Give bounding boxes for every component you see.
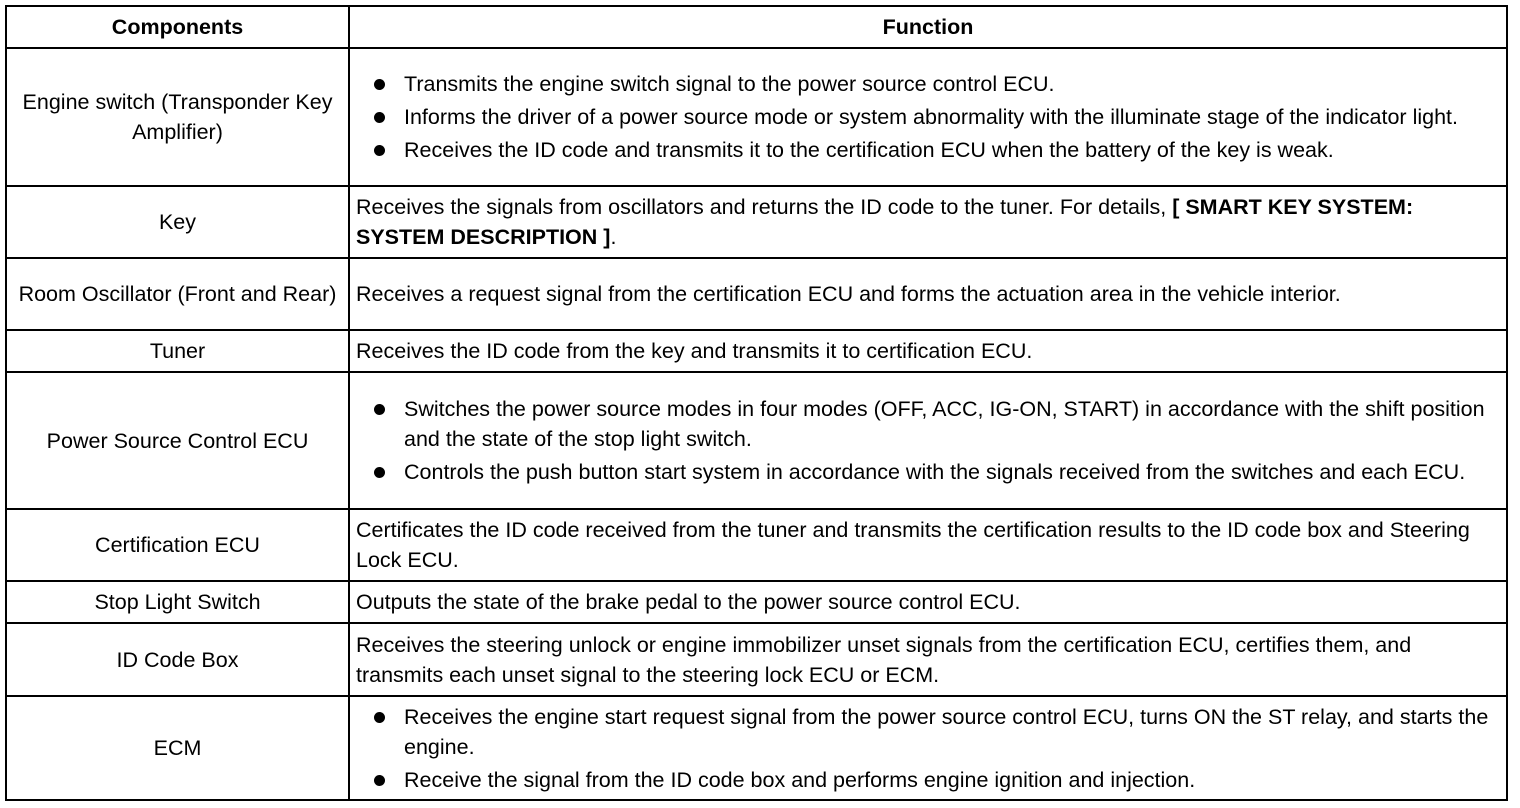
table-row: [6, 186, 1507, 258]
header-function: Function: [349, 6, 1507, 48]
function-cell: [349, 696, 1507, 800]
function-cell: [349, 48, 1507, 186]
component-cell: ID Code Box: [6, 623, 349, 696]
component-cell: Room Oscillator (Front and Rear): [6, 258, 349, 330]
bullet-item: Receives the ID code and transmits it to the certification ECU when the battery of the key is weak.: [404, 135, 1500, 165]
table-row: [6, 581, 1507, 623]
component-cell: Stop Light Switch: [6, 581, 349, 623]
function-cell: Receives a request signal from the certification ECU and forms the actuation area in the vehicle interior.: [349, 258, 1507, 330]
table-row: [6, 623, 1507, 696]
header-components: Components: [6, 6, 349, 48]
table-row: [6, 330, 1507, 372]
header-row: [6, 6, 1507, 48]
component-cell: Power Source Control ECU: [6, 372, 349, 509]
table-row: [6, 258, 1507, 330]
table-row: [6, 48, 1507, 186]
component-cell: Tuner: [6, 330, 349, 372]
component-cell: Engine switch (Transponder Key Amplifier): [6, 48, 349, 186]
bullet-item: Informs the driver of a power source mode or system abnormality with the illuminate stage of the indicator light.: [404, 102, 1500, 132]
function-cell: Receives the ID code from the key and transmits it to certification ECU.: [349, 330, 1507, 372]
bullet-item: Switches the power source modes in four modes (OFF, ACC, IG-ON, START) in accordance with the shift position and the state of the stop light switch.: [404, 394, 1500, 454]
function-text-end: .: [610, 225, 617, 249]
bullet-item: Controls the push button start system in accordance with the signals received from the switches and each ECU.: [404, 457, 1500, 487]
bullet-list: [356, 702, 1500, 795]
function-cell: Certificates the ID code received from the tuner and transmits the certification results to the ID code box and Steering Lock ECU.: [349, 509, 1507, 581]
table-row: [6, 696, 1507, 800]
bullet-list: [356, 394, 1500, 487]
cross-reference-link[interactable]: [ SMART KEY SYSTEM: SYSTEM DESCRIPTION ]: [356, 195, 1414, 249]
bullet-item: Receive the signal from the ID code box and performs engine ignition and injection.: [404, 765, 1500, 795]
component-cell: Key: [6, 186, 349, 258]
bullet-list: [356, 69, 1500, 165]
function-cell: [349, 186, 1507, 258]
function-text: Receives the signals from oscillators and returns the ID code to the tuner. For details,: [356, 195, 1173, 219]
bullet-item: Transmits the engine switch signal to the power source control ECU.: [404, 69, 1500, 99]
table-row: [6, 372, 1507, 509]
bullet-item: Receives the engine start request signal from the power source control ECU, turns ON the ST relay, and starts the engine.: [404, 702, 1500, 762]
component-cell: ECM: [6, 696, 349, 800]
component-cell: Certification ECU: [6, 509, 349, 581]
function-cell: Receives the steering unlock or engine immobilizer unset signals from the certification ECU, certifies them, and transmits each unset signal to the steering lock ECU or ECM.: [349, 623, 1507, 696]
function-cell: [349, 372, 1507, 509]
components-function-table: [5, 5, 1508, 801]
table-row: [6, 509, 1507, 581]
function-cell: Outputs the state of the brake pedal to the power source control ECU.: [349, 581, 1507, 623]
